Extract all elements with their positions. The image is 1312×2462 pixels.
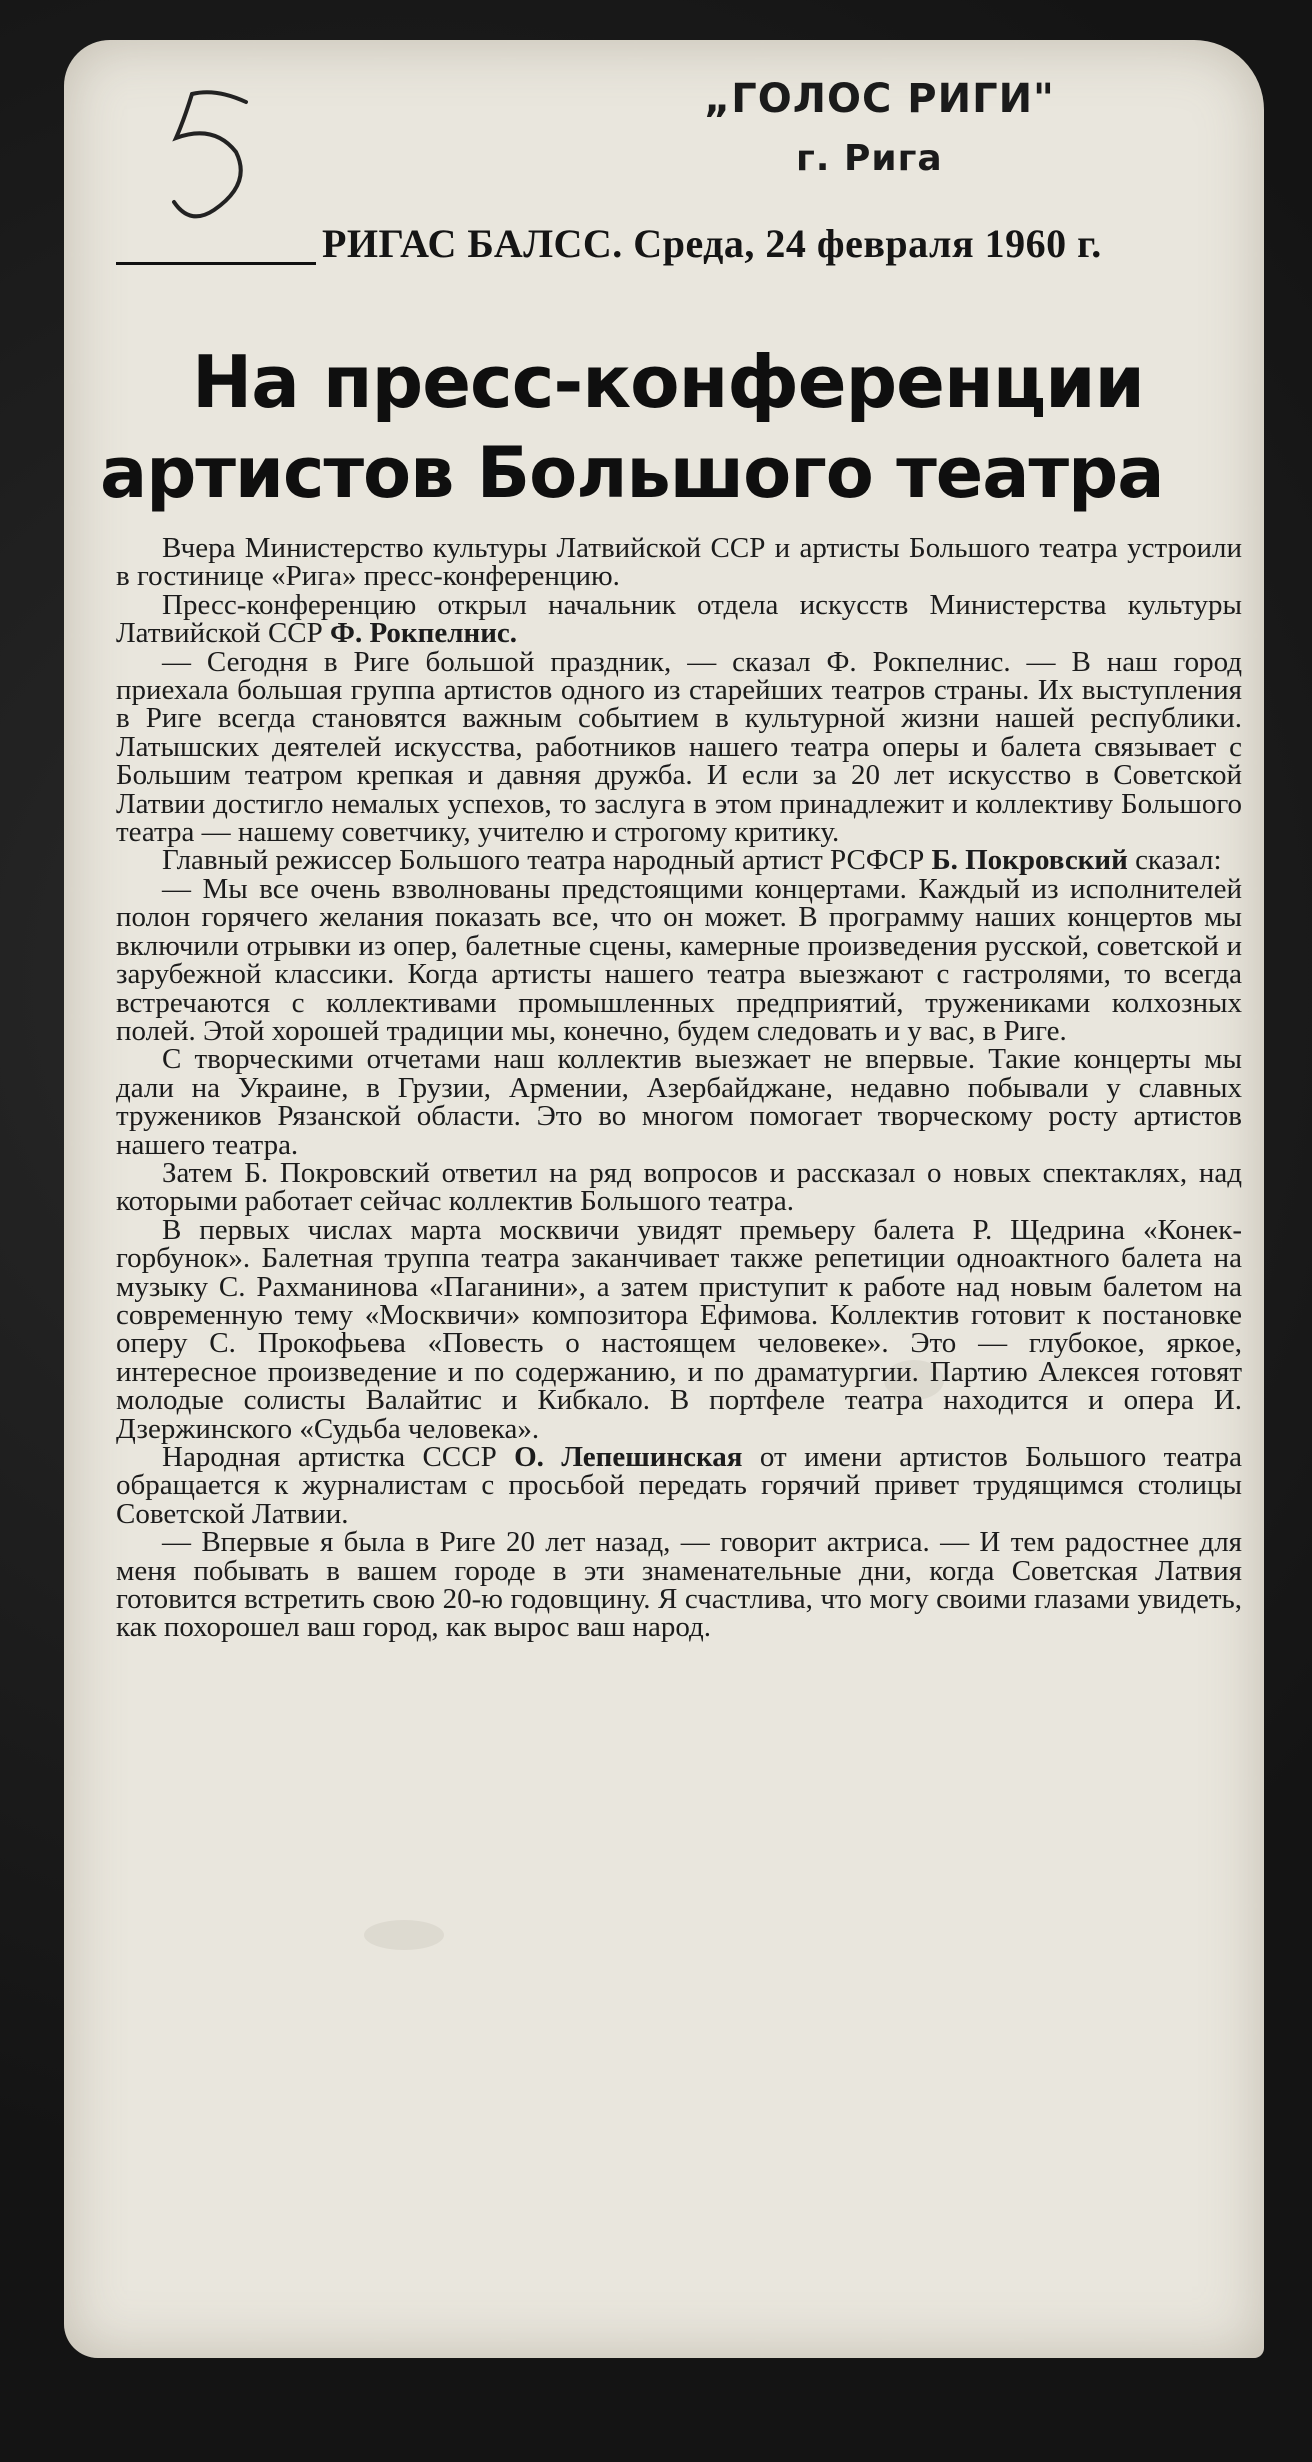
dateline: РИГАС БАЛСС. Среда, 24 февраля 1960 г. [322, 221, 1102, 266]
paragraph-name-bold: О. Лепешинская [514, 1441, 743, 1473]
handwritten-number-5-icon [154, 80, 264, 240]
paragraph-text-after: от имени артистов Большого театра обращается к журналистам с просьбой передать горячий привет трудящимся столицы Советской Латвии. [116, 1441, 1243, 1530]
paragraph-text: Затем Б. Покровский ответил на ряд вопросов и рассказал о новых спектаклях, над которыми работает сейчас коллектив Большого театра. [116, 1156, 1242, 1218]
article-paragraph [116, 872, 1242, 1047]
paragraph-name-bold: Б. Покровский [931, 844, 1128, 877]
paragraph-text: — Сегодня в Риге большой праздник, — сказал Ф. Рокпелнис. — В наш город приехала большая группа артистов одного из старейших театров страны. Их выступления в Риге всегда становятся важным событием в культурной жизни нашей республики. Латышских деятелей искусства, работников нашего театра оперы и балета связывает с Большим театром крепкая и давняя дружба. И если за 20 лет искусство в Советской Латвии достигло немалых успехов, то заслуга в этом принадлежит и коллективу Большого театра — нашему советчику, учителю и строгому критику. [116, 645, 1242, 849]
paragraph-text: Главный режиссер Большого театра народный артист РСФСР [162, 844, 925, 877]
paragraph-text: — Впервые я была в Риге 20 лет назад, — говорит актриса. — И тем радостнее для меня побывать в вашем городе в эти знаменательные дни, когда Советская Латвия готовится встретить свою 20-ю годовщину. Я счастлива, что могу своими глазами увидеть, как похорошел ваш город, как вырос ваш народ. [116, 1526, 1242, 1644]
article-paragraph [116, 534, 1242, 591]
article-paragraph [116, 1213, 1242, 1445]
paper-smudge [364, 1920, 444, 1950]
article-body [116, 534, 1242, 1642]
paragraph-text: Вчера Министерство культуры Латвийской ССР и артисты Большого театра устроили в гостинице «Рига» пресс-конференцию. [116, 532, 1242, 593]
newspaper-clipping [64, 40, 1264, 2358]
paragraph-text: Народная артистка СССР [162, 1441, 497, 1473]
newspaper-stamp-city: г. Рига [796, 138, 943, 179]
paragraph-text: С творческими отчетами наш коллектив выезжает не впервые. Такие концерты мы дали на Украине, в Грузии, Армении, Азербайджане, недавно побывали у славных тружеников Рязанской области. Это во многом помогает творческому росту артистов нашего театра. [116, 1043, 1242, 1161]
article-paragraph [116, 1156, 1242, 1218]
article-paragraph [116, 645, 1242, 849]
article-paragraph [116, 844, 1242, 877]
paragraph-text: Пресс-конференцию открыл начальник отдела искусств Министерства культуры Латвийской ССР [116, 588, 1242, 650]
article-paragraph [116, 1528, 1242, 1642]
dateline-rule [116, 262, 316, 265]
paragraph-text: — Мы все очень взволнованы предстоящими концертами. Каждый из исполнителей полон горячего желания показать все, что он может. В программу наших концертов мы включили отрывки из опер, балетные сцены, камерные произведения русской, советской и зарубежной классики. Когда артисты нашего театра выезжают с гастролями, то всегда встречаются с коллективами промышленных предприятий, тружениками колхозных полей. Этой хорошей традиции мы, конечно, будем следовать и у вас, в Риге. [116, 872, 1242, 1047]
headline-line-2: артистов Большого театра [100, 432, 1164, 514]
paragraph-name-bold: Ф. Рокпелнис. [330, 617, 518, 650]
article-paragraph [116, 1045, 1242, 1159]
headline-line-1: На пресс-конференции [192, 340, 1144, 424]
article-paragraph [116, 1443, 1242, 1528]
paragraph-text-after: сказал: [1135, 844, 1222, 877]
newspaper-stamp-title: „ГОЛОС РИГИ" [704, 76, 1055, 122]
article-paragraph [116, 588, 1242, 650]
paragraph-text: В первых числах марта москвичи увидят премьеру балета Р. Щедрина «Конек-горбунок». Балетная труппа театра заканчивает также репетиции одноактного балета на музыку С. Рахманинова «Паганини», а затем приступит к работе над новым балетом на современную тему «Москвичи» композитора Ефимова. Коллектив готовит к постановке оперу С. Прокофьева «Повесть о настоящем человеке». Это — глубокое, яркое, интересное произведение и по содержанию, и по драматургии. Партию Алексея готовят молодые солисты Валайтис и Кибкало. В портфеле театра находится и опера И. Дзержинского «Судьба человека». [116, 1213, 1242, 1445]
